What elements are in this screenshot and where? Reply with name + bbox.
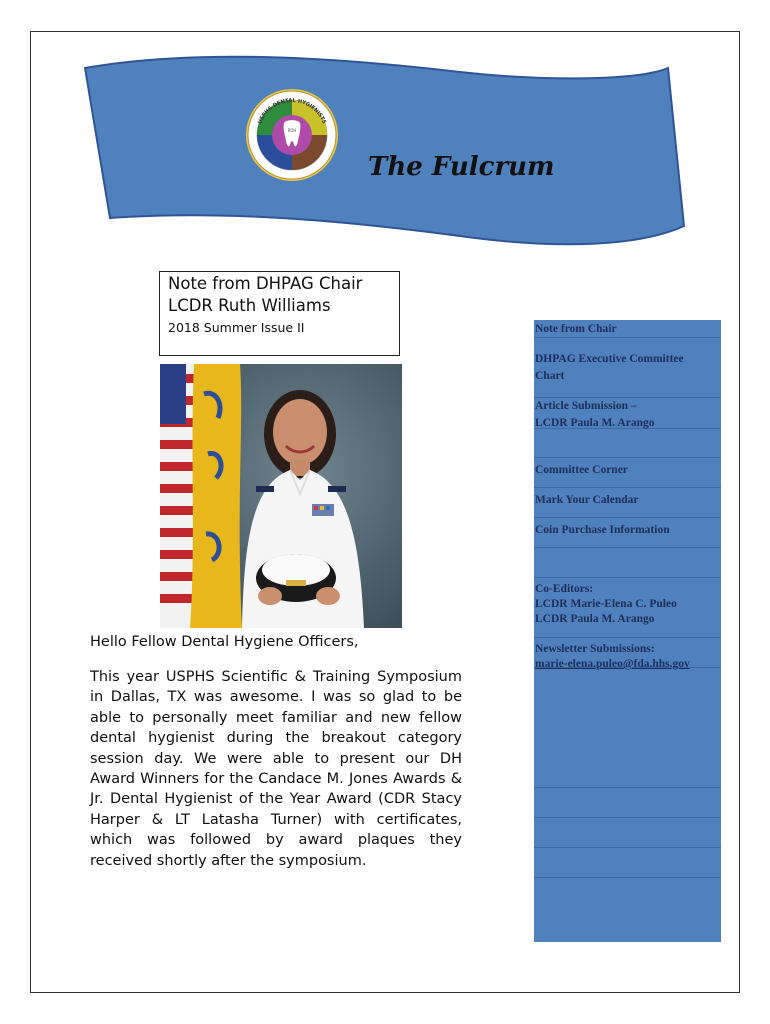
sidebar-divider	[534, 637, 721, 638]
dental-hygienist-seal-logo	[245, 88, 339, 182]
sidebar-divider	[534, 517, 721, 518]
seal-ring-text: USPHS DENTAL HYGIENISTS	[257, 97, 327, 125]
sidebar-divider	[534, 577, 721, 578]
toc-committee-corner[interactable]: Committee Corner	[535, 464, 628, 476]
article-body: This year USPHS Scientific & Training Symposium in Dallas, TX was awesome. I was so glad to be able to personally meet familiar and new fellow dental hygienist during the breakout category session day. We were able to present our DH Award Winners for the Candace M. Jones Awards & Jr. Dental Hygienist of the Year Award (CDR Stacy Harper & LT Latasha Turner) with certificates, which was followed by award plaques they received shortly after the symposium.	[90, 669, 462, 869]
article-title-box	[159, 271, 400, 356]
sidebar-divider	[534, 337, 721, 338]
table-of-contents-sidebar	[534, 320, 721, 942]
toc-article-submission-line1[interactable]: Article Submission –	[535, 400, 637, 412]
co-editors-label: Co-Editors:	[535, 583, 594, 595]
seal-center-text: RDH	[287, 128, 297, 133]
toc-exec-committee-line2[interactable]: Chart	[535, 370, 565, 382]
chair-portrait-photo	[160, 364, 402, 628]
sidebar-divider	[534, 847, 721, 848]
sidebar-divider	[534, 877, 721, 878]
article-author: LCDR Ruth Williams	[168, 296, 331, 315]
toc-mark-your-calendar[interactable]: Mark Your Calendar	[535, 494, 639, 506]
sidebar-divider	[534, 547, 721, 548]
submission-email-link[interactable]: marie-elena.puleo@fda.hhs.gov	[535, 658, 690, 670]
sidebar-divider	[534, 817, 721, 818]
article-heading: Note from DHPAG Chair	[168, 274, 363, 293]
toc-exec-committee-line1[interactable]: DHPAG Executive Committee	[535, 353, 684, 365]
toc-coin-purchase[interactable]: Coin Purchase Information	[535, 524, 670, 536]
newsletter-submissions-label: Newsletter Submissions:	[535, 643, 655, 655]
co-editor-2: LCDR Paula M. Arango	[535, 613, 655, 625]
toc-note-from-chair[interactable]: Note from Chair	[535, 323, 617, 335]
toc-article-submission-line2[interactable]: LCDR Paula M. Arango	[535, 417, 655, 429]
newsletter-banner	[80, 50, 700, 265]
sidebar-divider	[534, 457, 721, 458]
sidebar-divider	[534, 787, 721, 788]
newsletter-title: The Fulcrum	[368, 152, 555, 182]
issue-label: 2018 Summer Issue II	[168, 320, 305, 335]
article-greeting: Hello Fellow Dental Hygiene Officers,	[90, 634, 359, 650]
co-editor-1: LCDR Marie-Elena C. Puleo	[535, 598, 677, 610]
sidebar-divider	[534, 487, 721, 488]
